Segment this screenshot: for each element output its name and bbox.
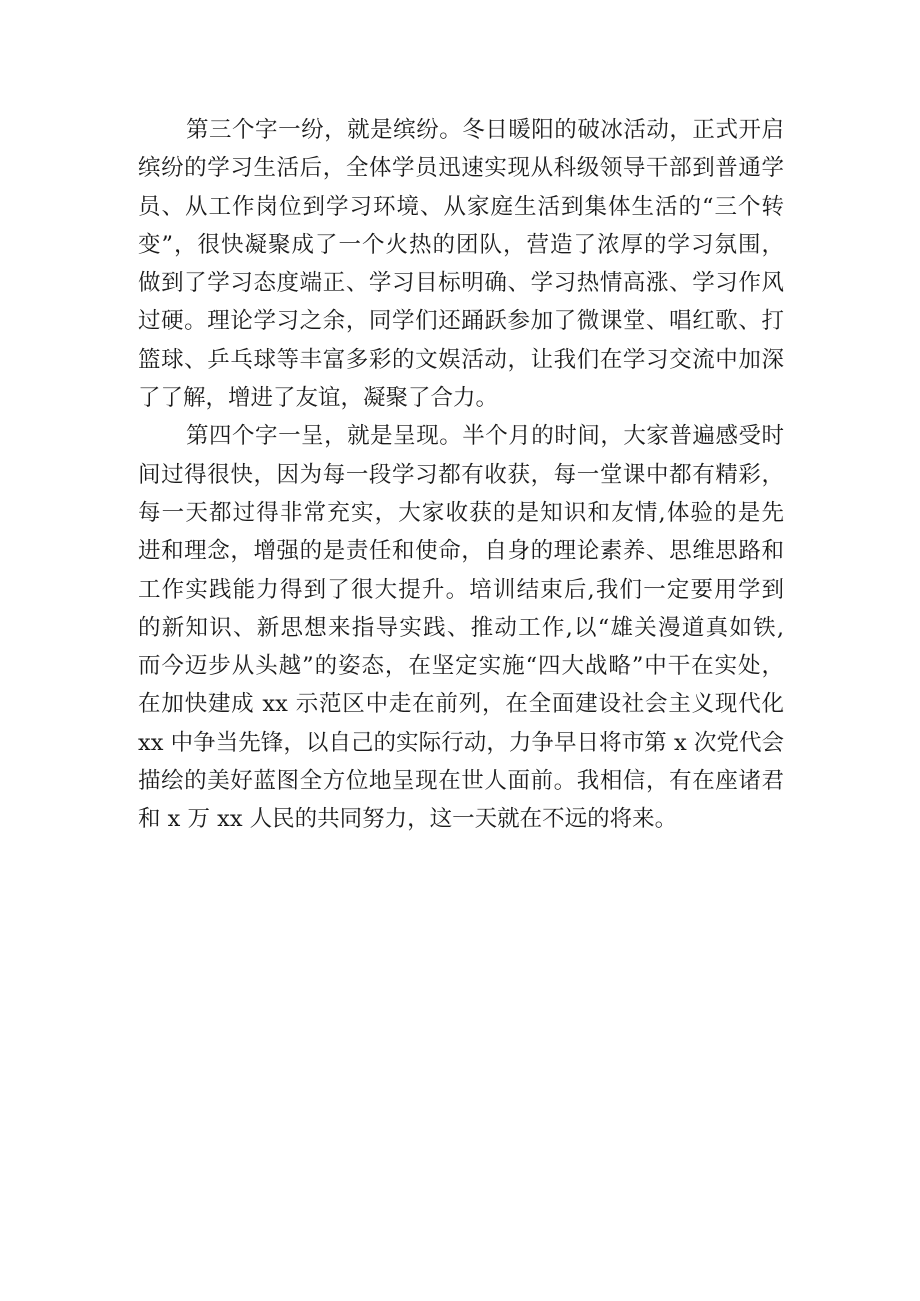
paragraph-line: 了了解，增进了友谊，凝聚了合力。 (138, 385, 499, 412)
paragraph-line: 缤纷的学习生活后，全体学员迅速实现从科级领导干部到普通学 (138, 155, 784, 182)
paragraph-line: 在加快建成 xx 示范区中走在前列，在全面建设社会主义现代化 (138, 691, 784, 718)
paragraph-line: 而今迈步从头越”的姿态，在坚定实施“四大战略”中干在实处， (138, 653, 784, 680)
paragraph-line: 每一天都过得非常充实，大家收获的是知识和友情,体验的是先 (138, 499, 784, 526)
paragraph-line: 间过得很快，因为每一段学习都有收获，每一堂课中都有精彩， (138, 461, 784, 488)
paragraph-line: 篮球、乒乓球等丰富多彩的文娱活动，让我们在学习交流中加深 (138, 346, 784, 373)
paragraph-line: 描绘的美好蓝图全方位地呈现在世人面前。我相信，有在座诸君 (138, 768, 784, 795)
paragraph-line: 工作实践能力得到了很大提升。培训结束后,我们一定要用学到 (138, 576, 784, 603)
paragraph-line: 变”，很快凝聚成了一个火热的团队，营造了浓厚的学习氛围， (138, 231, 784, 258)
paragraph-line: 和 x 万 xx 人民的共同努力，这一天就在不远的将来。 (138, 806, 678, 833)
paragraph-line: 进和理念，增强的是责任和使命，自身的理论素养、思维思路和 (138, 538, 784, 565)
document-body (138, 111, 784, 839)
paragraph-line: 的新知识、新思想来指导实践、推动工作,以“雄关漫道真如铁, (138, 614, 784, 641)
paragraph-line: 第四个字一呈，就是呈现。半个月的时间，大家普遍感受时 (186, 423, 784, 450)
paragraph-2 (138, 417, 784, 838)
paragraph-line: 员、从工作岗位到学习环境、从家庭生活到集体生活的“三个转 (138, 193, 784, 220)
paragraph-line: xx 中争当先锋，以自己的实际行动，力争早日将市第 x 次党代会 (138, 729, 784, 756)
paragraph-line: 做到了学习态度端正、学习目标明确、学习热情高涨、学习作风 (138, 270, 784, 297)
paragraph-line: 过硬。理论学习之余，同学们还踊跃参加了微课堂、唱红歌、打 (138, 308, 784, 335)
paragraph-line: 第三个字一纷，就是缤纷。冬日暖阳的破冰活动，正式开启 (186, 117, 784, 143)
paragraph-1 (138, 111, 784, 417)
